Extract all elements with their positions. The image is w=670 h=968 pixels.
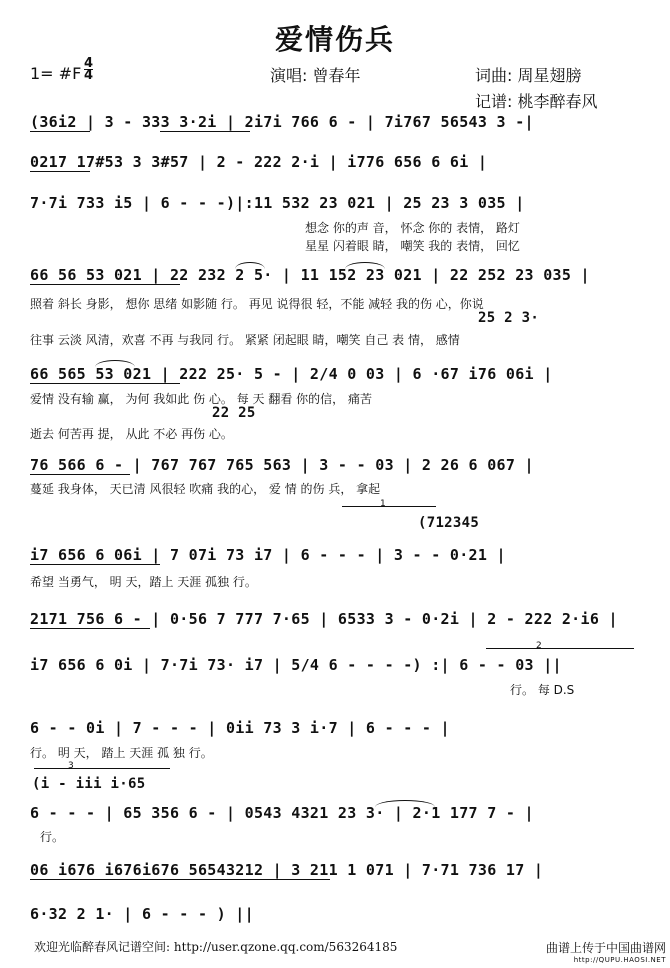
volta-bracket-1: [342, 506, 436, 507]
key-signature: 1= #F: [30, 64, 82, 83]
beam-line: [30, 474, 130, 475]
beam-line: [160, 131, 250, 132]
slur-mark: [235, 262, 265, 269]
score-row-6: 76 566 6 - | 767 767 765 563 | 3 - - 03 | 2 26 6 067 |: [30, 456, 534, 474]
alt-notes-row-5: 22 25: [212, 405, 256, 421]
site-watermark-name: 曲谱上传于中国曲谱网: [545, 941, 666, 955]
slur-mark: [95, 360, 135, 367]
slur-mark: [375, 800, 435, 807]
intro-notes-3: (i - iii i·65: [32, 776, 146, 792]
song-title: 爱情伤兵: [274, 23, 395, 56]
score-row-13: 6·32 2 1· | 6 - - - ) ||: [30, 905, 254, 923]
score-row-1: (36i2 | 3 - 333 3·2i | 2i7i 766 6 - | 7i767 56543 3 -|: [30, 113, 534, 131]
lyric-row-5-verse-2: 逝去 何苦再 提， 从此 不必 再伤 心。: [30, 427, 233, 441]
time-signature: [84, 58, 93, 81]
lyric-row-3-verse-2: 星星 闪着眼 睛， 嘲笑 我的 表情， 回忆: [305, 239, 520, 253]
beam-line: [30, 879, 330, 880]
volta-label-1: 1: [380, 499, 386, 509]
score-row-10: 6 - - 0i | 7 - - - | 0ii 73 3 i·7 | 6 - - - |: [30, 719, 450, 737]
alt-notes-row-4: 25 2 3·: [478, 310, 540, 326]
volta-label-2: 2: [536, 641, 542, 651]
time-signature-bottom: 4: [84, 68, 94, 83]
score-row-9: i7 656 6 0i | 7·7i 73· i7 | 5/4 6 - - - -) :| 6 - - 03 ||: [30, 656, 562, 674]
score-row-11: 6 - - - | 65 356 6 - | 0543 4321 23 3· | 2·1 177 7 - |: [30, 804, 534, 822]
lyric-row-9-verse-1: 行。 每 D.S: [510, 683, 575, 697]
site-watermark: [546, 942, 666, 966]
score-row-8: 2171 756 6 - | 0·56 7 777 7·65 | 6533 3 - 0·2i | 2 - 222 2·i6 |: [30, 610, 618, 628]
lyric-row-11-verse-1: 行。: [40, 830, 65, 844]
footer-credit: 欢迎光临醉春风记谱空间: http://user.qzone.qq.com/563264185: [34, 940, 398, 954]
intro-notes-1: (712345: [418, 515, 480, 531]
volta-bracket-2: [486, 648, 634, 649]
beam-line: [30, 131, 90, 132]
time-signature-top: 4: [84, 56, 94, 71]
singer-credit: 演唱: 曾春年: [270, 66, 361, 85]
lyric-row-4-verse-1: 照着 斜长 身影， 想你 思绪 如影随 行。 再见 说得很 轻，不能 减轻 我的伤 心，你说: [30, 297, 484, 311]
site-watermark-url: http://QUPU.HAOSI.NET: [573, 956, 666, 964]
lyric-row-5-verse-1: 爱情 没有输 赢， 为何 我如此 伤 心。 每 天 翻看 你的信， 痛苦: [30, 392, 372, 406]
slur-mark: [345, 262, 385, 269]
score-row-12: 06 i676 i676i676 56543212 | 3 211 1 071 | 7·71 736 17 |: [30, 861, 544, 879]
score-row-7: i7 656 6 06i | 7 07i 73 i7 | 6 - - - | 3 - - 0·21 |: [30, 546, 506, 564]
beam-line: [30, 383, 180, 384]
score-row-2: 0217 17#53 3 3#57 | 2 - 222 2·i | i776 656 6 6i |: [30, 153, 488, 171]
lyric-row-4-verse-2: 往事 云淡 风清，欢喜 不再 与我同 行。 紧紧 闭起眼 睛，嘲笑 自己 表 情， 感情: [30, 333, 460, 347]
beam-line: [30, 171, 90, 172]
composer-credit: 词曲: 周星翅膀: [475, 66, 582, 85]
beam-line: [30, 284, 180, 285]
beam-line: [30, 628, 150, 629]
volta-label-3: 3: [68, 761, 74, 771]
score-row-3: 7·7i 733 i5 | 6 - - -)|:11 532 23 021 | 25 23 3 035 |: [30, 194, 525, 212]
arranger-credit: 记谱: 桃李醉春风: [475, 92, 598, 111]
score-row-4: 66 56 53 021 | 22 232 2 5· | 11 152 23 021 | 22 252 23 035 |: [30, 266, 590, 284]
lyric-row-6-verse-1: 蔓延 我身体， 天已清 风很轻 吹痛 我的心， 爱 情 的伤 兵， 拿起: [30, 482, 381, 496]
beam-line: [30, 564, 160, 565]
lyric-row-10-verse-1: 行。 明 天， 踏上 天涯 孤 独 行。: [30, 746, 213, 760]
lyric-row-7-verse-1: 希望 当勇气， 明 天，踏上 天涯 孤独 行。: [30, 575, 257, 589]
score-row-5: 66 565 53 021 | 222 25· 5 - | 2/4 0 03 | 6 ·67 i76 06i |: [30, 365, 553, 383]
volta-bracket-3: [34, 768, 170, 769]
lyric-row-3-verse-1: 想念 你的声 音， 怀念 你的 表情， 路灯: [305, 221, 520, 235]
